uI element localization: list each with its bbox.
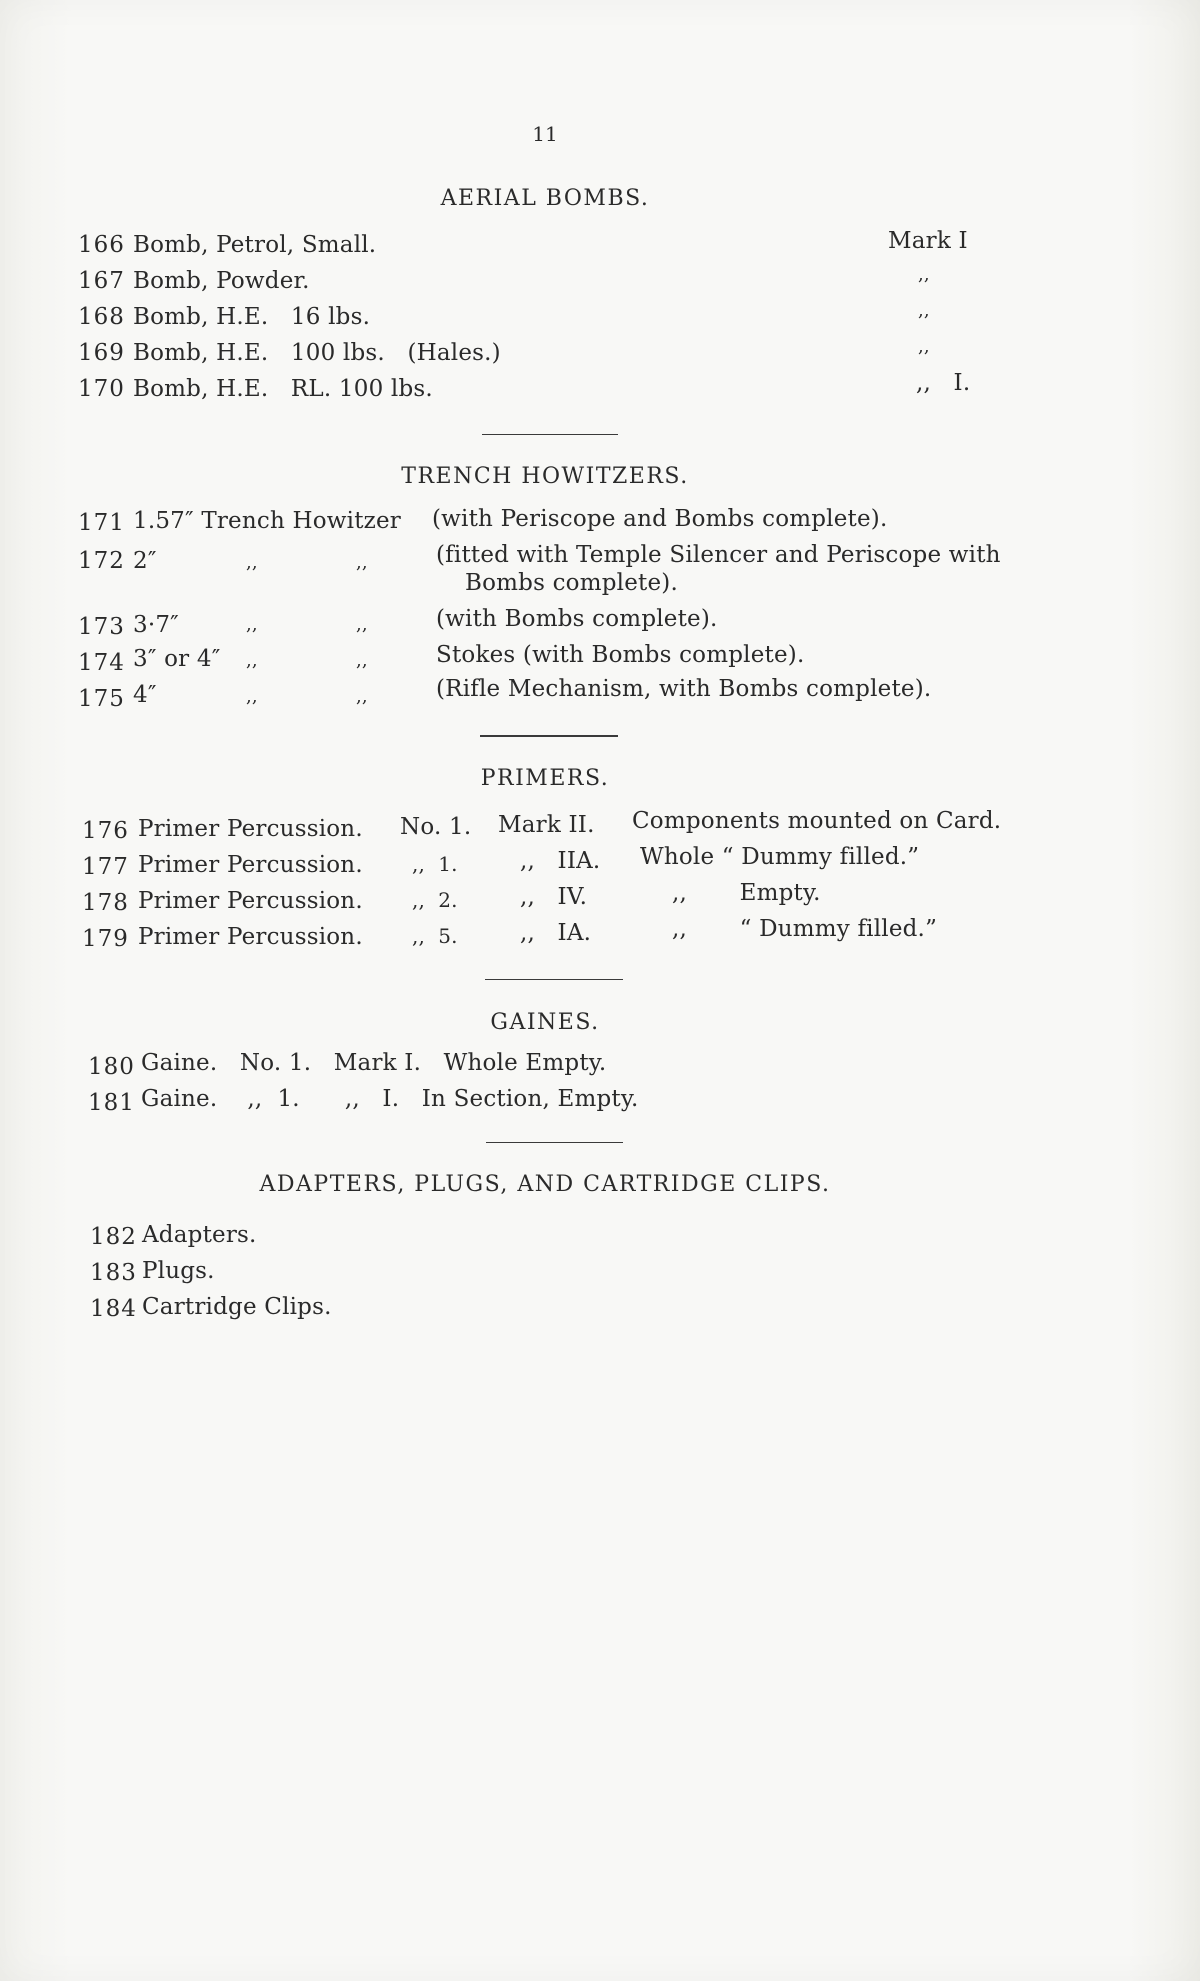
item-no: No. 1. (400, 814, 472, 840)
item-desc: ,, Empty. (672, 880, 821, 906)
item-number: 172 (78, 548, 125, 574)
item-mark: Mark II. (498, 812, 595, 838)
item-desc: (fitted with Temple Silencer and Periscope with (436, 542, 1001, 568)
item-text: Bomb, Powder. (133, 268, 310, 294)
ditto-mark: ,, (356, 650, 368, 671)
item-number: 176 (82, 818, 129, 844)
item-no: ,, 5. (412, 924, 458, 948)
item-desc: Whole “ Dummy filled.” (640, 844, 920, 870)
item-number: 169 (78, 340, 125, 366)
item-desc: Components mounted on Card. (632, 808, 1002, 834)
item-mark: Mark I (888, 228, 968, 254)
item-text: Plugs. (142, 1258, 215, 1284)
item-calibre: 1.57″ Trench Howitzer (133, 508, 401, 534)
item-mark: ,, (918, 264, 930, 285)
item-text: Cartridge Clips. (142, 1294, 332, 1320)
item-number: 174 (78, 650, 125, 676)
item-text: Adapters. (142, 1222, 257, 1248)
ditto-mark: ,, (356, 614, 368, 635)
item-number: 170 (78, 376, 125, 402)
item-mark: ,, IV. (520, 884, 588, 910)
item-number: 173 (78, 614, 125, 640)
divider (486, 1142, 623, 1143)
ditto-mark: ,, (246, 686, 258, 707)
item-number: 182 (90, 1224, 137, 1250)
item-desc: (with Periscope and Bombs complete). (432, 506, 888, 532)
item-mark: ,, IA. (520, 920, 592, 946)
ditto-mark: ,, (356, 686, 368, 707)
item-calibre: 2″ (133, 548, 157, 574)
item-name: Primer Percussion. (138, 924, 363, 950)
item-desc: (with Bombs complete). (436, 606, 718, 632)
ditto-mark: ,, (246, 552, 258, 573)
item-number: 181 (88, 1090, 135, 1116)
item-calibre: 4″ (133, 682, 157, 708)
item-number: 171 (78, 510, 125, 536)
item-text: Bomb, H.E. RL. 100 lbs. (133, 376, 433, 402)
item-no: ,, 2. (412, 888, 458, 912)
item-name: Primer Percussion. (138, 888, 363, 914)
section-heading-trench-howitzers: TRENCH HOWITZERS. (401, 464, 689, 489)
divider (482, 434, 618, 435)
divider (485, 979, 623, 980)
section-heading-primers: PRIMERS. (480, 766, 610, 791)
ditto-mark: ,, (246, 650, 258, 671)
item-text: Bomb, Petrol, Small. (133, 232, 377, 258)
section-heading-gaines: GAINES. (490, 1010, 600, 1035)
item-number: 175 (78, 686, 125, 712)
item-number: 166 (78, 232, 125, 258)
item-number: 178 (82, 890, 129, 916)
section-heading-adapters-plugs-clips: ADAPTERS, PLUGS, AND CARTRIDGE CLIPS. (259, 1172, 831, 1197)
item-number: 168 (78, 304, 125, 330)
item-number: 180 (88, 1054, 135, 1080)
item-no: ,, 1. (412, 852, 458, 876)
item-desc: Stokes (with Bombs complete). (436, 642, 805, 668)
page-number: 11 (532, 122, 558, 146)
divider (480, 735, 618, 737)
item-number: 179 (82, 926, 129, 952)
item-mark: ,, (918, 336, 930, 357)
item-text: Gaine. ,, 1. ,, I. In Section, Empty. (141, 1086, 639, 1112)
section-heading-aerial-bombs: AERIAL BOMBS. (440, 186, 650, 211)
item-text: Gaine. No. 1. Mark I. Whole Empty. (141, 1050, 607, 1076)
item-calibre: 3″ or 4″ (133, 646, 221, 672)
item-number: 183 (90, 1260, 137, 1286)
item-mark: ,, IIA. (520, 848, 601, 874)
item-number: 177 (82, 854, 129, 880)
ditto-mark: ,, (246, 614, 258, 635)
item-number: 167 (78, 268, 125, 294)
item-name: Primer Percussion. (138, 852, 363, 878)
item-calibre: 3·7″ (133, 612, 179, 638)
item-mark: ,, I. (916, 370, 971, 396)
item-text: Bomb, H.E. 16 lbs. (133, 304, 371, 330)
item-desc-continued: Bombs complete). (465, 570, 678, 596)
ditto-mark: ,, (356, 552, 368, 573)
item-mark: ,, (918, 300, 930, 321)
item-text: Bomb, H.E. 100 lbs. (Hales.) (133, 340, 501, 366)
item-number: 184 (90, 1296, 137, 1322)
item-desc: ,, “ Dummy filled.” (672, 916, 938, 942)
item-desc: (Rifle Mechanism, with Bombs complete). (436, 676, 932, 702)
item-name: Primer Percussion. (138, 816, 363, 842)
